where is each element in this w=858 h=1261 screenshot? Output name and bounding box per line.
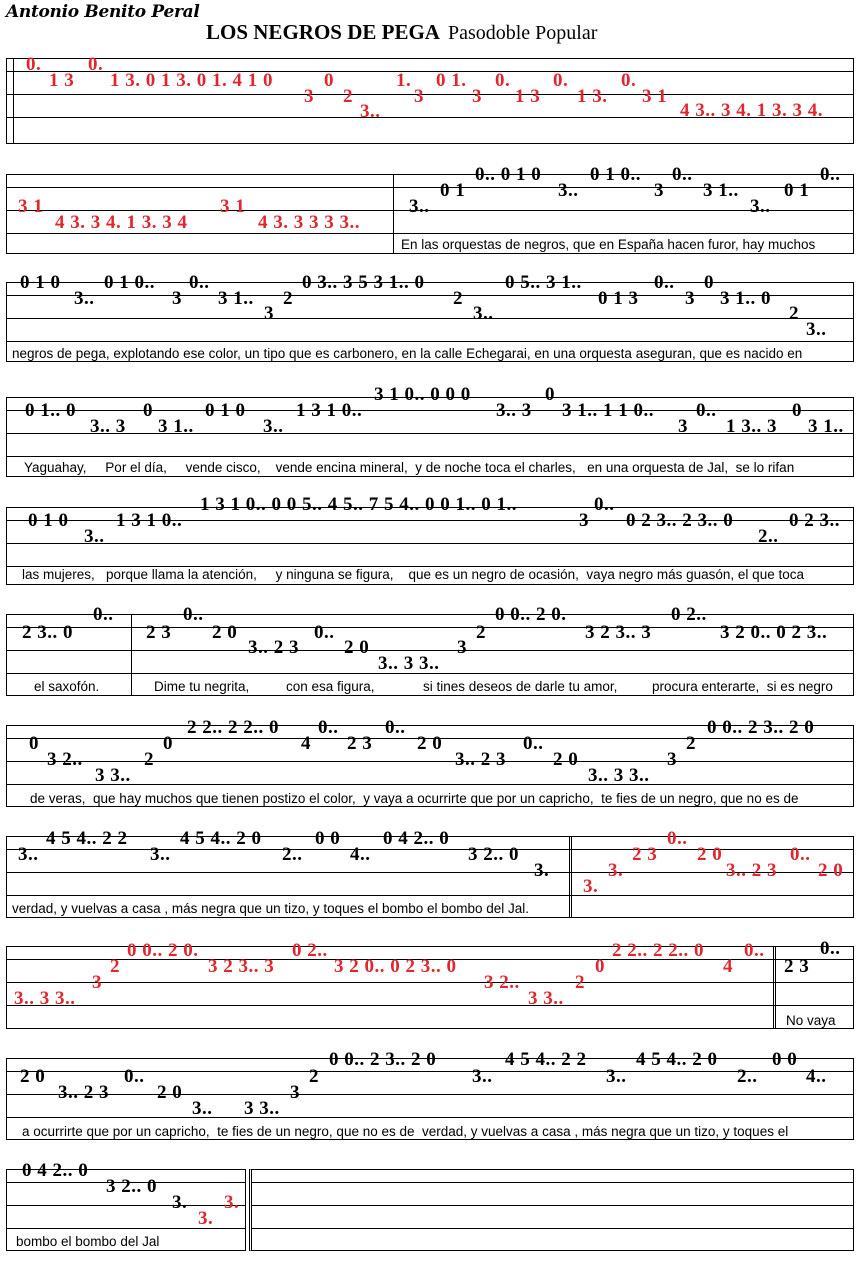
tab-notes: 1 3 1 0..: [296, 400, 363, 421]
tab-notes: 1 3 1 0.. 0 0 5.. 4 5.. 7 5 4.. 0 0 1.. 0 1..: [200, 494, 517, 515]
tab-notes: 2 3: [784, 956, 810, 977]
tab-notes: 0 1: [440, 180, 466, 201]
tab-notes: 0..: [744, 940, 765, 961]
tab-notes: 0 0: [315, 828, 341, 849]
tab-notes: 0.: [495, 70, 511, 91]
tab-notes: 3.. 3 3..: [378, 653, 440, 674]
tab-notes: 0: [595, 956, 605, 977]
tab-notes: 0..: [820, 938, 841, 959]
tab-notes: 0..: [523, 733, 544, 754]
tab-notes: 3..: [150, 844, 171, 865]
tab-notes: 0..: [672, 164, 693, 185]
lyric-line: las mujeres, porque llama la atención, y ninguna se figura, que es un negro de ocasión, vaya negro más guasón, el que toca: [22, 567, 804, 582]
tab-notes: 2 3: [632, 844, 658, 865]
tab-notes: 0 5.. 3 1..: [505, 272, 582, 293]
lyric-line: negros de pega, explotando ese color, un tipo que es carbonero, en la calle Echegarai, en una orquesta aseguran, que es nacido en: [12, 346, 803, 361]
tab-notes: 4..: [350, 844, 371, 865]
tab-notes: 2 0: [417, 733, 443, 754]
tab-notes: 0..: [318, 717, 339, 738]
tab-notes: 3.: [608, 860, 624, 881]
tab-notes: 3.: [534, 860, 550, 881]
tab-notes: 2 0: [344, 637, 370, 658]
tab-notes: 3 1..: [158, 416, 194, 437]
tab-notes: 2 2.. 2 2.. 0: [187, 717, 279, 738]
tab-notes: 0 2..: [292, 940, 328, 961]
tab-notes: 0: [704, 272, 714, 293]
tab-notes: 0 1 0..: [590, 164, 641, 185]
tab-notes: 3.. 3 3..: [14, 988, 76, 1009]
tab-notes: 3.. 2 3: [455, 749, 506, 770]
tab-notes: 4 5 4.. 2 2: [505, 1049, 587, 1070]
tab-notes: 0..: [385, 717, 406, 738]
tab-notes: 3..: [263, 416, 284, 437]
lyric-line: procura enterarte, si es negro: [652, 679, 833, 694]
tab-notes: 0 1 0: [20, 272, 61, 293]
tab-notes: 2: [453, 288, 463, 309]
tab-notes: 3 1.. 0: [720, 288, 771, 309]
tab-notes: 0..: [820, 164, 841, 185]
lyric-line: con esa figura,: [286, 679, 375, 694]
tab-notes: 2..: [282, 844, 303, 865]
tab-notes: 3 2..: [47, 749, 83, 770]
tab-notes: 3: [457, 637, 467, 658]
tab-notes: 3: [172, 288, 182, 309]
tab-notes: 0..: [667, 828, 688, 849]
tab-notes: 0 0: [772, 1049, 798, 1070]
tab-notes: 3 2.. 0: [106, 1176, 157, 1197]
tab-notes: 0: [163, 733, 173, 754]
tab-notes: 0.: [26, 54, 42, 75]
tab-notes: 1 3 1 0..: [116, 510, 183, 531]
tab-notes: 2: [110, 956, 120, 977]
tab-notes: 3..: [473, 303, 494, 324]
tab-notes: 0..: [93, 604, 114, 625]
tab-notes: 3..: [806, 319, 827, 340]
tab-notes: 0 1.. 0: [25, 400, 76, 421]
tab-notes: 3 2.. 0: [468, 844, 519, 865]
lyric-line: Yaguahay, Por el día, vende cisco, vende encina mineral, y de noche toca el charles, en una orquesta de Jal, se lo rifan: [24, 460, 795, 475]
tab-notes: 2..: [758, 526, 779, 547]
tab-notes: 3 3..: [244, 1098, 280, 1119]
tab-notes: 0: [545, 384, 555, 405]
lyric-line: el saxofón.: [34, 679, 100, 694]
tab-notes: 2: [309, 1066, 319, 1087]
tab-notes: 0 4 2.. 0: [383, 828, 450, 849]
lyric-line: En las orquestas de negros, que en España hacen furor, hay muchos: [401, 237, 816, 252]
tab-notes: 3 3..: [95, 765, 131, 786]
tab-notes: 4 3. 3 4. 1 3. 3 4: [55, 212, 188, 233]
tab-notes: 3 2 0.. 0 2 3..: [720, 622, 828, 643]
tab-notes: 0.. 0 1 0: [475, 164, 542, 185]
tab-notes: 0.: [88, 54, 104, 75]
tab-notes: 2 0: [212, 622, 238, 643]
tab-notes: 1 3. 0 1 3. 0 1. 4 1 0: [110, 70, 273, 91]
tab-notes: 4 3. 3 3 3 3..: [258, 212, 360, 233]
lyric-line: No vaya: [786, 1013, 836, 1028]
tab-notes: 3..: [472, 1066, 493, 1087]
tab-notes: 3.: [583, 876, 599, 897]
tab-notes: 0..: [183, 604, 204, 625]
tab-notes: 1 3.: [577, 86, 608, 107]
tab-notes: 2: [789, 303, 799, 324]
tab-notes: 2: [343, 86, 353, 107]
tab-notes: 2 3.. 0: [22, 622, 73, 643]
tab-notes: 4 5 4.. 2 2: [46, 828, 128, 849]
tab-notes: 0..: [654, 272, 675, 293]
tab-notes: 3 3..: [528, 988, 564, 1009]
tab-notes: 3..: [192, 1098, 213, 1119]
tab-notes: 4 3.. 3 4. 1 3. 3 4.: [680, 100, 823, 121]
tab-notes: 0..: [696, 400, 717, 421]
tab-notes: 3..: [84, 526, 105, 547]
tab-notes: 0 3.. 3 5 3 1.. 0: [302, 272, 425, 293]
tab-notes: 2: [686, 733, 696, 754]
tab-notes: 2: [575, 972, 585, 993]
tab-notes: 0..: [314, 622, 335, 643]
tab-notes: 3 2..: [484, 972, 520, 993]
tab-notes: 0.: [621, 70, 637, 91]
tab-notes: 3 1..: [808, 416, 844, 437]
lyric-line: a ocurrirte que por un capricho, te fies de un negro, que no es de verdad, y vuelvas a casa , más negra que un tizo, y toques el: [22, 1124, 789, 1139]
page-title: [206, 20, 597, 45]
tab-notes: 1.: [396, 70, 412, 91]
tab-notes: 0 0.. 2 3.. 2 0: [707, 717, 815, 738]
tab-notes: 3 1 0.. 0 0 0: [374, 384, 471, 405]
tab-notes: 0 2 3.. 2 3.. 0: [626, 510, 734, 531]
tab-notes: 0 1.: [436, 70, 467, 91]
tab-notes: 0 1 0..: [104, 272, 155, 293]
tab-notes: 3.. 2 3: [248, 637, 299, 658]
tab-notes: 0 2 3..: [789, 510, 840, 531]
tab-notes: 3.: [172, 1192, 188, 1213]
tab-staff-11-empty: [249, 1169, 854, 1251]
tab-notes: 3 1: [18, 196, 44, 217]
tab-notes: 2 0: [818, 860, 844, 881]
tab-notes: 1 3: [515, 86, 541, 107]
tab-notes: 3 1.. 1 1 0..: [562, 400, 654, 421]
tab-notes: 0 0.. 2 0.: [495, 604, 567, 625]
tab-notes: 3 1: [220, 196, 246, 217]
tab-notes: 2 3: [347, 733, 373, 754]
tab-notes: 0 4 2.. 0: [22, 1160, 89, 1181]
tab-notes: 2 0: [553, 749, 579, 770]
tab-notes: 3: [667, 749, 677, 770]
tab-notes: 3: [678, 416, 688, 437]
lyric-line: verdad, y vuelvas a casa , más negra que un tizo, y toques el bombo el bombo del Jal.: [12, 901, 530, 916]
tab-notes: 3..: [750, 196, 771, 217]
tab-notes: 0..: [790, 844, 811, 865]
tab-notes: 3..: [18, 844, 39, 865]
tab-notes: 3..: [558, 180, 579, 201]
lyric-line: bombo el bombo del Jal: [16, 1234, 160, 1249]
tab-notes: 0 1 0: [205, 400, 246, 421]
tab-notes: 1 3.. 3: [726, 416, 777, 437]
tab-notes: 0 0.. 2 0.: [127, 940, 199, 961]
tab-notes: 3 1: [642, 86, 668, 107]
tab-notes: 3: [92, 972, 102, 993]
lyric-line: si tines deseos de darle tu amor,: [423, 679, 618, 694]
tab-notes: 3.: [198, 1208, 214, 1229]
tab-notes: 0..: [124, 1066, 145, 1087]
tab-notes: 2: [283, 288, 293, 309]
tab-notes: 2: [144, 749, 154, 770]
tab-notes: 3: [654, 180, 664, 201]
tab-notes: 2: [476, 622, 486, 643]
tab-notes: 3..: [74, 288, 95, 309]
tab-notes: 3 1..: [218, 288, 254, 309]
tab-notes: 3: [264, 303, 274, 324]
lyric-line: de veras, que hay muchos que tienen postizo el color, y vaya a ocurrirte que por un capricho, te fies de un negro, que no es de: [30, 791, 799, 806]
tab-notes: 0 1 3: [598, 288, 639, 309]
tab-notes: 3: [290, 1082, 300, 1103]
tab-notes: 3 1..: [703, 180, 739, 201]
tab-notes: 2 2.. 2 2.. 0: [612, 940, 704, 961]
tab-notes: 3.: [224, 1192, 240, 1213]
tab-notes: 4..: [806, 1066, 827, 1087]
tab-notes: 3..: [409, 196, 430, 217]
tab-notes: 0 1: [784, 180, 810, 201]
tab-notes: 4 5 4.. 2 0: [636, 1049, 718, 1070]
tab-notes: 3..: [360, 101, 381, 122]
tab-notes: 0..: [594, 494, 615, 515]
tab-notes: 3: [472, 86, 482, 107]
tab-notes: 3.. 3: [90, 416, 126, 437]
tab-notes: 0 1 0: [28, 510, 69, 531]
tab-notes: 3.. 3: [496, 400, 532, 421]
tab-notes: 0 2..: [671, 604, 707, 625]
tab-notes: 3 2 0.. 0 2 3.. 0: [334, 956, 457, 977]
tab-notes: 3: [304, 86, 314, 107]
tab-notes: 3..: [606, 1066, 627, 1087]
tab-notes: 0: [792, 400, 802, 421]
tab-notes: 0: [143, 400, 153, 421]
tab-notes: 2..: [737, 1066, 758, 1087]
tab-notes: 3 2 3.. 3: [585, 622, 652, 643]
tab-notes: 3.. 3 3..: [588, 765, 650, 786]
tab-notes: 3.. 2 3: [726, 860, 777, 881]
tab-notes: 3: [685, 288, 695, 309]
tab-notes: 3 2 3.. 3: [208, 956, 275, 977]
tab-notes: 4: [301, 733, 311, 754]
song-title: LOS NEGROS DE PEGA: [206, 20, 440, 44]
tab-notes: 0: [324, 70, 334, 91]
tab-notes: 2 0: [157, 1082, 183, 1103]
tab-notes: 3: [579, 510, 589, 531]
tab-notes: 4 5 4.. 2 0: [180, 828, 262, 849]
tab-notes: 1 3: [49, 70, 75, 91]
tab-notes: 2 0: [20, 1066, 46, 1087]
lyric-line: Dime tu negrita,: [154, 679, 250, 694]
tab-notes: 2 3: [146, 622, 172, 643]
song-subtitle: Pasodoble Popular: [447, 22, 598, 44]
tab-notes: 2 0: [697, 844, 723, 865]
tab-notes: 0: [29, 733, 39, 754]
tab-notes: 3: [414, 86, 424, 107]
tab-notes: 0..: [189, 272, 210, 293]
author-name: Antonio Benito Peral: [6, 2, 200, 22]
tab-notes: 3.. 2 3: [58, 1082, 109, 1103]
tab-notes: 0.: [553, 70, 569, 91]
tab-notes: 0 0.. 2 3.. 2 0: [329, 1049, 437, 1070]
tab-notes: 4: [723, 956, 733, 977]
